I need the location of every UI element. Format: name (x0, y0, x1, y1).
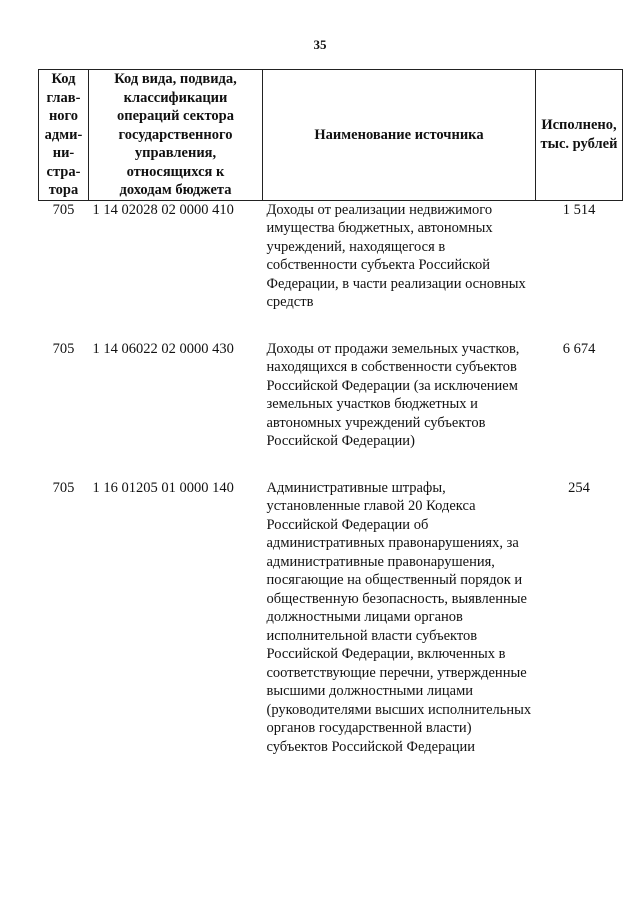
executed-cell: 6 674 (562, 340, 596, 357)
executed-cell: 254 (568, 479, 590, 496)
table-row (39, 340, 623, 451)
page-number: 35 (313, 37, 327, 52)
admin-code-cell: 705 (52, 201, 75, 218)
table-row (39, 200, 623, 312)
source-name-cell: Административные штрафы, установленные главой 20 Кодекса Российской Федерации об административных правонарушениях, за административные правонарушения, посягающие на общественный порядок и общественную безопасность, выявленные должностными лицами органов исполнительной власти субъектов Российской Федерации, включенных в соответствующие перечни, утвержденные высшими должностными лицами (руководителями высших исполнительных органов государственной власти) субъектов Российской Федерации (266, 479, 532, 755)
header-admin-code: Код глав- ного адми- ни- стра- тора (39, 70, 89, 201)
source-name-cell: Доходы от продажи земельных участков, находящихся в собственности субъектов Российской Федерации (за исключением земельных участков бюджетных и автономных учреждений субъектов Российской Федерации) (266, 340, 520, 449)
source-name-cell: Доходы от реализации недвижимого имущества бюджетных, автономных учреждений, находящегося в собственности субъекта Российской Федерации, в части реализации основных средств (266, 201, 526, 310)
class-code-cell: 1 14 02028 02 0000 410 (92, 201, 234, 218)
table-row (39, 479, 623, 757)
admin-code-cell: 705 (52, 479, 75, 496)
executed-cell: 1 514 (562, 201, 596, 218)
class-code-cell: 1 16 01205 01 0000 140 (92, 479, 234, 496)
admin-code-cell: 705 (52, 340, 75, 357)
class-code-cell: 1 14 06022 02 0000 430 (92, 340, 234, 357)
revenue-sources-table (38, 69, 623, 756)
table-header-row (39, 70, 623, 201)
header-executed: Исполнено, тыс. рублей (536, 70, 623, 201)
header-class-code: Код вида, подвида, классификации операций сектора государственного управления, относящихся к доходам бюджета (89, 70, 263, 201)
header-source-name: Наименование источника (263, 70, 536, 201)
